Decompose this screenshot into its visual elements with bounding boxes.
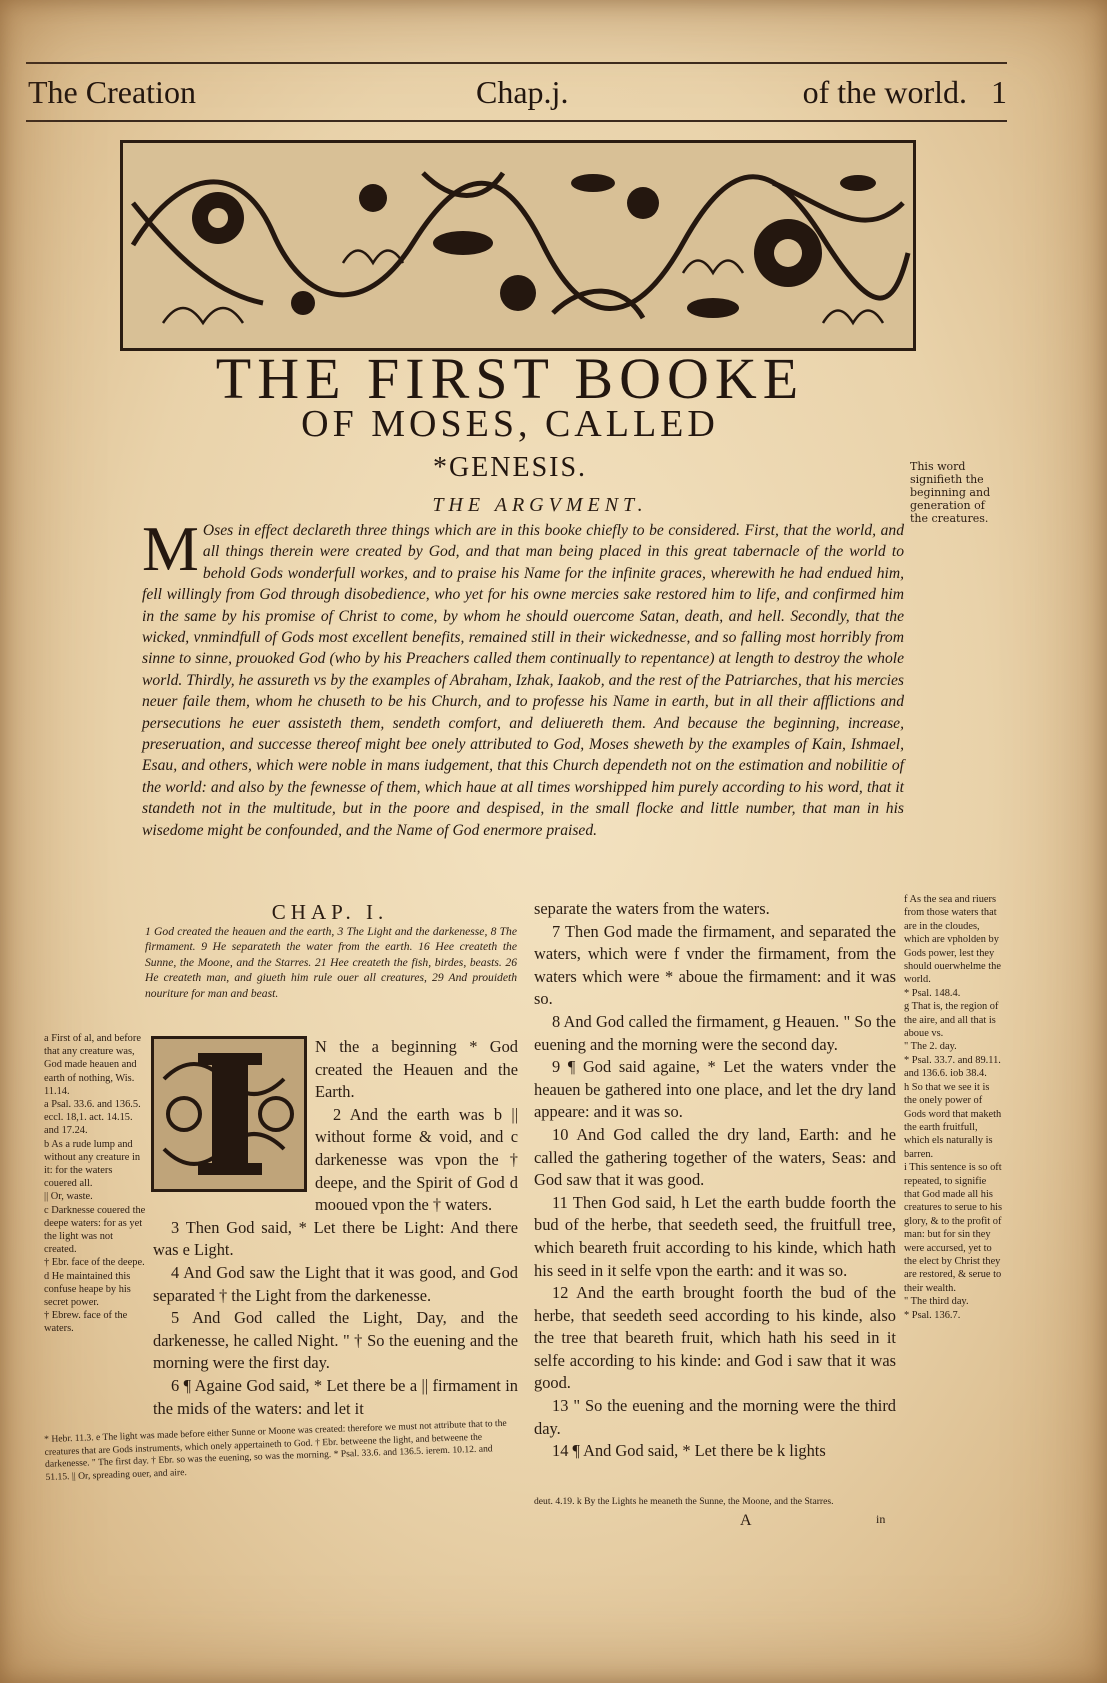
margin-note-genesis: This word signifieth the beginning and generation of the creatures.	[910, 460, 991, 525]
book-title-genesis: *GENESIS.	[432, 452, 588, 483]
running-head	[28, 66, 1007, 118]
margin-note: || Or, waste.	[44, 1191, 93, 1203]
argument-text	[142, 513, 904, 841]
verse: 9 ¶ God said againe, * Let the waters vnder the heauen be gathered into one place, and let the dry land appeare: and it was so.	[534, 1057, 896, 1122]
argument-body: Oses in effect declareth three things which are in this booke chiefly to be considered. First, that the world, and all things therein were created by God, and that man being placed in this great tabernacle of the world to behold Gods wonderfull workes, and to praise his Name for the infinite graces, wherewith he had endued him, fell willingly from God through disobedience, who yet for his owne mercies sake restored him to life, and confirmed him in the same by his promise of Christ to come, by whom he should ouercome Satan, death, and hell. Secondly, that the wicked, vnmindfull of Gods most excellent benefits, remained still in their wickednesse, and so falling most horribly from sinne to sinne, prouoked God (who by his Preachers called them continually to repentance) at length to destroy the whole world. Thirdly, he assureth vs by the examples of Abraham, Izhak, Iaakob, and the rest of the Patriarches, that his mercies neuer faile them, whom he chuseth to be his Church, and to professe his Name in earth, but in all their afflictions and persecutions he euer assisteth them, sendeth comfort, and deliuereth them. And because the beginning, increase, preseruation, and successe thereof might bee onely attributed to God, Moses sheweth by the examples of Kain, Ishmael, Esau, and others, which were noble in mans iudgement, that this Church dependeth not on the estimation and nobilitie of the world: and also by the fewnesse of them, which haue at all times worshipped him purely according to his word, that it standeth not in the multitude, but in the poore and despised, in the small flocke and little number, that man in his wisedome might be confounded, and the Name of God enermore praised.	[142, 522, 904, 839]
initial-letter-icon	[154, 1039, 304, 1189]
decorated-initial-I	[151, 1036, 307, 1192]
argument-initial: M	[142, 513, 199, 584]
left-footnote: * Hebr. 11.3. e The light was made before either Sunne or Moone was created: therefore we must not attribute that to the creatures that are Gods instruments, which onely appertaineth to God. † Ebr. betweene the light, and betweene the darkenesse. " The first day. † Ebr. so was the euening, so was the morning. * Psal. 33.6. and 136.5. ierem. 10.12. and 51.15. || Or, spreading ouer, and aire.	[44, 1417, 507, 1483]
verse-1: N the a beginning * God created the Heauen and the Earth.	[315, 1037, 518, 1102]
margin-note: a Psal. 33.6. and 136.5. eccl. 18,1. act. 14.15. and 17.24.	[44, 1099, 141, 1137]
catchword: in	[876, 1512, 886, 1526]
margin-note: † Ebr. face of the deepe.	[44, 1257, 145, 1269]
left-text-column	[153, 1036, 518, 1420]
verse: 2 And the earth was b || without forme & void, and c darkenesse was vpon the † deepe, and the Spirit of God d mooued vpon the † waters.	[315, 1104, 518, 1215]
verse: 3 Then God said, * Let there be Light: And there was e Light.	[153, 1217, 518, 1260]
signature-mark: A	[740, 1512, 752, 1529]
verse: 10 And God called the dry land, Earth: and he called the gathering together of the waters, Seas: and God saw that it was good.	[534, 1124, 896, 1190]
margin-note: " The third day.	[904, 1296, 969, 1308]
margin-note: f As the sea and riuers from those waters that are in the cloudes, which are vpholden by Gods power, lest they should ouerwhelme the world.	[904, 894, 1001, 986]
top-rule	[26, 62, 1007, 64]
running-head-right	[803, 74, 1007, 111]
margin-note: * Psal. 148.4.	[904, 987, 961, 999]
decorative-headpiece	[120, 140, 916, 351]
margin-note: a First of al, and before that any creature was, God made heauen and earth of nothing, Wis. 11.14.	[44, 1033, 141, 1097]
running-head-left: The Creation	[28, 74, 196, 110]
verse: 7 Then God made the firmament, and separated the waters, which were f vnder the firmament, from the waters which were * aboue the firmament: and it was so.	[534, 921, 896, 1009]
margin-note: c Darknesse couered the deepe waters: for as yet the light was not created.	[44, 1204, 146, 1256]
book-title-line2: OF MOSES, CALLED	[301, 403, 719, 445]
verse: separate the waters from the waters.	[534, 899, 770, 918]
verse: 11 Then God said, h Let the earth budde foorth the bud of the herbe, that seedeth seed, the fruitfull tree, which beareth fruit according to his kinde, which hath his seed in it selfe vpon the earth: and it was so.	[534, 1192, 896, 1280]
margin-note: g That is, the region of the aire, and all that is aboue vs.	[904, 1001, 999, 1040]
margin-note: i This sentence is so oft repeated, to signifie that God made all his creatures to serue to his glory, & to the profit of man: but for sin they were accursed, yet to the elect by Christ they are restored, & serue to their wealth.	[904, 1162, 1003, 1294]
margin-note: h So that we see it is the onely power of Gods word that maketh the earth fruitfull, which els naturally is barren.	[904, 1081, 1002, 1160]
floral-ornament-icon	[123, 143, 913, 348]
book-title-line1: THE FIRST BOOKE	[215, 346, 805, 411]
margin-note: d He maintained this confuse heape by his secret power.	[44, 1270, 131, 1309]
chapter-summary: 1 God created the heauen and the earth, 3 The Light and the darkenesse, 8 The firmament. 9 He separateth the water from the earth. 16 Hee createth the Sunne, the Moone, and the Starres. 21 Hee createth the fish, birdes, beasts. 26 He createth man, and giueth him rule ouer all creatures, 29 And prouideth nouriture for man and beast.	[145, 925, 517, 1000]
margin-note: b As a rude lump and without any creature in it: for the waters couered all.	[44, 1138, 141, 1190]
chapter-heading: CHAP. I.	[271, 900, 389, 924]
verse: 6 ¶ Againe God said, * Let there be a || firmament in the mids of the waters: and let it	[153, 1375, 518, 1418]
running-head-right-text: of the world.	[802, 74, 967, 110]
verse: 14 ¶ And God said, * Let there be k lights	[552, 1441, 826, 1461]
verse: 4 And God saw the Light that it was good, and God separated † the Light from the darkenesse.	[153, 1262, 518, 1305]
argument-heading: THE ARGVMENT.	[432, 494, 648, 516]
verse: 5 And God called the Light, Day, and the darkenesse, he called Night. " † So the euening and the morning were the first day.	[153, 1308, 518, 1373]
verse: 12 And the earth brought foorth the bud of the herbe, that seedeth seed according to his kinde, also the tree that beareth fruit, which hath his seed in it selfe according to his kinde: and God i saw that it was good.	[534, 1283, 896, 1393]
running-head-chapter: Chap.j.	[476, 74, 569, 110]
left-margin-notes	[44, 1032, 146, 1336]
verse: 13 " So the euening and the morning were the third day.	[534, 1396, 896, 1438]
right-margin-notes	[904, 893, 1004, 1322]
page-number: 1	[991, 74, 1007, 110]
margin-note: * Psal. 33.7. and 89.11. and 136.6. iob 38.4.	[904, 1054, 1001, 1080]
verse: 8 And God called the firmament, g Heauen. " So the euening and the morning were the second day.	[534, 1011, 896, 1054]
margin-note: * Psal. 136.7.	[904, 1309, 961, 1321]
right-text-column	[534, 898, 896, 1463]
right-footnote: deut. 4.19. k By the Lights he meaneth the Sunne, the Moone, and the Starres.	[534, 1496, 834, 1507]
margin-note: " The 2. day.	[904, 1041, 957, 1053]
head-rule	[26, 120, 1007, 122]
margin-note: † Ebrew. face of the waters.	[44, 1310, 128, 1335]
